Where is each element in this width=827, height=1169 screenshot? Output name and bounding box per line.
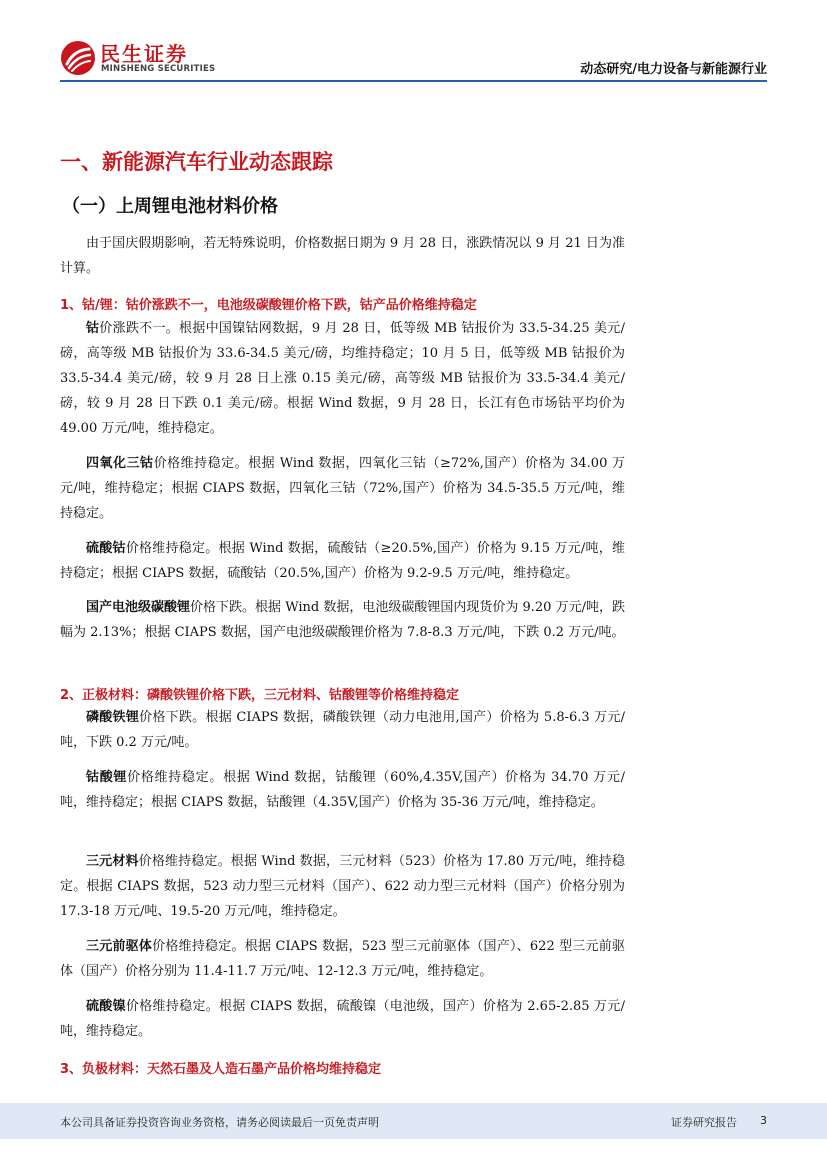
subheading-cathode: 2、正极材料：磷酸铁锂价格下跌，三元材料、钴酸锂等价格维持稳定 bbox=[60, 688, 460, 703]
paragraph-text: 价格维持稳定。根据 CIAPS 数据，硫酸镍（电池级，国产）价格为 2.65-2.85 万元/吨，维持稳定。 bbox=[60, 999, 625, 1039]
paragraph-lead: 四氧化三钴 bbox=[86, 456, 154, 471]
footer-report-type: 证券研究报告 bbox=[671, 1116, 737, 1129]
paragraph-lfp bbox=[60, 705, 625, 755]
intro-paragraph: 由于国庆假期影响，若无特殊说明，价格数据日期为 9 月 28 日，涨跌情况以 9 月 21 日为准计算。 bbox=[60, 236, 625, 276]
paragraph-text: 价格下跌。根据 Wind 数据，电池级碳酸锂国内现货价为 9.20 万元/吨，跌幅为 2.13%；根据 CIAPS 数据，国产电池级碳酸锂价格为 7.8-8.3 万元/吨，下跌 0.2 万元/吨。 bbox=[60, 600, 625, 640]
footer-disclaimer: 本公司具备证券投资咨询业务资格，请务必阅读最后一页免责声明 bbox=[60, 1116, 379, 1129]
subheading-cobalt-lithium: 1、钴/锂：钴价涨跌不一，电池级碳酸锂价格下跌，钴产品价格维持稳定 bbox=[60, 298, 477, 313]
paragraph-lithium-carbonate bbox=[60, 595, 625, 645]
header-divider bbox=[60, 80, 767, 82]
page-footer bbox=[0, 1103, 827, 1139]
paragraph-lco bbox=[60, 765, 625, 815]
paragraph-cobalt bbox=[60, 316, 625, 441]
subheading-anode: 3、负极材料：天然石墨及人造石墨产品价格均维持稳定 bbox=[60, 1062, 382, 1077]
page-number: 3 bbox=[760, 1114, 767, 1127]
paragraph-text: 价格维持稳定。根据 Wind 数据，钴酸锂（60%,4.35V,国产）价格为 34.70 万元/吨，维持稳定；根据 CIAPS 数据，钴酸锂（4.35V,国产）价格为 35-36 万元/吨，维持稳定。 bbox=[60, 770, 625, 810]
paragraph-lead: 钴酸锂 bbox=[86, 770, 128, 785]
paragraph-lead: 硫酸镍 bbox=[86, 999, 126, 1014]
paragraph-precursor bbox=[60, 934, 625, 984]
paragraph-nickel-sulfate bbox=[60, 994, 625, 1044]
paragraph-lead: 三元前驱体 bbox=[86, 939, 153, 954]
paragraph-lead: 三元材料 bbox=[86, 854, 139, 869]
page-header bbox=[0, 0, 827, 84]
brand-name-en: MINSHENG SECURITIES bbox=[101, 64, 216, 74]
paragraph-text: 价格维持稳定。根据 Wind 数据，三元材料（523）价格为 17.80 万元/吨，维持稳定。根据 CIAPS 数据，523 动力型三元材料（国产）、622 动力型三元材料（国产）价格分别为 17.3-18 万元/吨、19.5-20 万元/吨，维持稳定。 bbox=[60, 854, 625, 919]
subsection-heading: （一）上周锂电池材料价格 bbox=[62, 196, 278, 217]
brand-name-cn: 民生证券 bbox=[100, 42, 188, 66]
paragraph-text: 价格下跌。根据 CIAPS 数据，磷酸铁锂（动力电池用,国产）价格为 5.8-6.3 万元/吨，下跌 0.2 万元/吨。 bbox=[60, 710, 625, 750]
paragraph-ternary bbox=[60, 849, 625, 924]
paragraph-text: 价格维持稳定。根据 CIAPS 数据，523 型三元前驱体（国产）、622 型三元前驱体（国产）价格分别为 11.4-11.7 万元/吨、12-12.3 万元/吨，维持稳定。 bbox=[60, 939, 625, 979]
paragraph-cobalt-sulfate bbox=[60, 536, 625, 586]
paragraph-text: 价格维持稳定。根据 Wind 数据，四氧化三钴（≥72%,国产）价格为 34.00 万元/吨，维持稳定；根据 CIAPS 数据，四氧化三钴（72%,国产）价格为 34.5-35.5 万元/吨，维持稳定。 bbox=[60, 456, 625, 521]
section-heading: 一、新能源汽车行业动态跟踪 bbox=[60, 150, 333, 174]
report-category-title: 动态研究/电力设备与新能源行业 bbox=[580, 62, 767, 77]
paragraph-lead: 钴 bbox=[86, 321, 100, 336]
paragraph-text: 价格维持稳定。根据 Wind 数据，硫酸钴（≥20.5%,国产）价格为 9.15 万元/吨，维持稳定；根据 CIAPS 数据，硫酸钴（20.5%,国产）价格为 9.2-9.5 万元/吨，维持稳定。 bbox=[60, 541, 625, 581]
paragraph-lead: 磷酸铁锂 bbox=[86, 710, 140, 725]
paragraph-text: 价涨跌不一。根据中国镍钴网数据，9 月 28 日，低等级 MB 钴报价为 33.5-34.25 美元/磅，高等级 MB 钴报价为 33.6-34.5 美元/磅，均维持稳定；10 月 5 日，低等级 MB 钴报价为 33.5-34.4 美元/磅，较 9 月 28 日上涨 0.15 美元/磅，高等级 MB 钴报价为 33.5-34.4 美元/磅，较 9 月 28 日下跌 0.1 美元/磅。根据 Wind 数据，9 月 28 日，长江有色市场钴平均价为 49.00 万元/吨，维持稳定。 bbox=[60, 321, 625, 436]
minsheng-logo-icon bbox=[60, 40, 96, 76]
paragraph-lead: 国产电池级碳酸锂 bbox=[86, 600, 191, 615]
paragraph-lead: 硫酸钴 bbox=[86, 541, 126, 556]
paragraph-cobalt-oxide bbox=[60, 451, 625, 526]
